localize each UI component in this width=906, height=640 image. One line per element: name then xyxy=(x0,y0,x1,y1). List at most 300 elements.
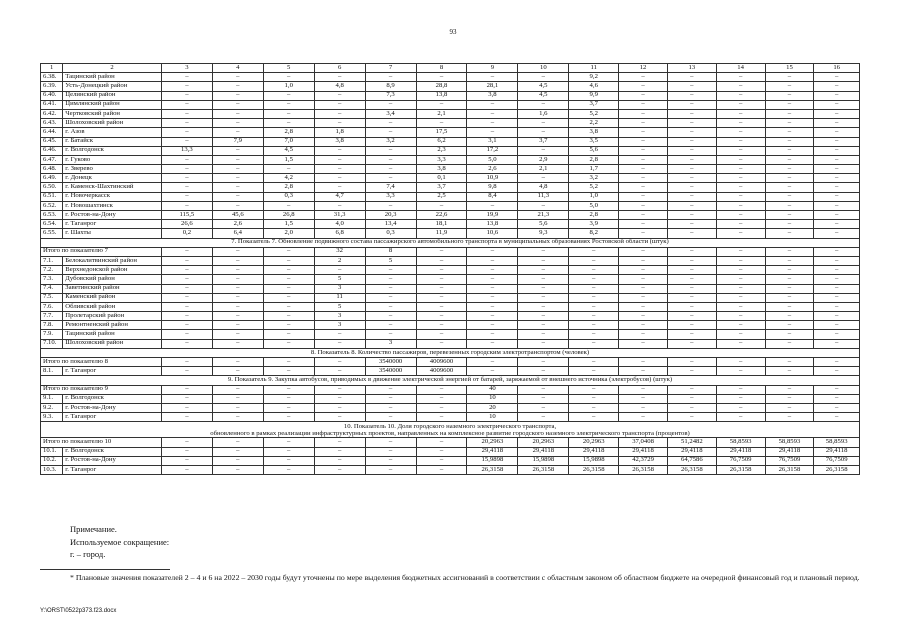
value-cell: 9,8 xyxy=(467,183,518,192)
value-cell: 28,1 xyxy=(467,82,518,91)
value-cell: – xyxy=(263,465,314,474)
value-cell: – xyxy=(667,155,716,164)
value-cell: – xyxy=(569,266,619,275)
total-row xyxy=(41,438,860,447)
value-cell: – xyxy=(569,256,619,265)
value-cell: – xyxy=(765,73,814,82)
value-cell: 2,6 xyxy=(212,220,263,229)
table-row xyxy=(41,447,860,456)
value-cell: – xyxy=(467,321,518,330)
value-cell: 6,4 xyxy=(212,229,263,238)
value-cell: – xyxy=(518,367,569,376)
value-cell: – xyxy=(161,275,212,284)
value-cell: – xyxy=(314,183,365,192)
value-cell: – xyxy=(667,330,716,339)
row-number: 6.41. xyxy=(41,100,63,109)
value-cell: 4,5 xyxy=(263,146,314,155)
value-cell: – xyxy=(765,385,814,394)
value-cell: – xyxy=(467,312,518,321)
value-cell: 4009600 xyxy=(416,367,467,376)
value-cell: – xyxy=(467,275,518,284)
value-cell: – xyxy=(765,155,814,164)
header-cell: 1 xyxy=(41,64,63,73)
value-cell: – xyxy=(263,109,314,118)
row-number: 6.42. xyxy=(41,109,63,118)
value-cell: 0,2 xyxy=(161,229,212,238)
value-cell: – xyxy=(212,174,263,183)
row-name: г. Таганрог xyxy=(63,367,162,376)
value-cell: – xyxy=(667,247,716,256)
value-cell: – xyxy=(667,394,716,403)
value-cell: – xyxy=(814,183,860,192)
row-number: 7.7. xyxy=(41,312,63,321)
table-row xyxy=(41,100,860,109)
value-cell: – xyxy=(619,192,668,201)
value-cell: – xyxy=(619,321,668,330)
value-cell: – xyxy=(716,165,765,174)
value-cell: – xyxy=(314,201,365,210)
value-cell: 26,8 xyxy=(263,211,314,220)
value-cell: 5,0 xyxy=(467,155,518,164)
value-cell: – xyxy=(314,174,365,183)
value-cell: – xyxy=(518,284,569,293)
footnote: * Плановые значения показателей 2 – 4 и 6 на 2022 – 2030 годы будут уточнены по мере выделения бюджетных ассигнований в соответствии с областным законом об областном бюджете на очередной финансовый год и плановый период. xyxy=(70,573,860,582)
value-cell: – xyxy=(416,73,467,82)
value-cell: – xyxy=(716,394,765,403)
value-cell: – xyxy=(667,367,716,376)
header-cell: 3 xyxy=(161,64,212,73)
value-cell: – xyxy=(518,100,569,109)
value-cell: – xyxy=(569,367,619,376)
section-title-row xyxy=(41,238,860,247)
value-cell: – xyxy=(314,456,365,465)
value-cell: – xyxy=(212,330,263,339)
value-cell: 5 xyxy=(314,275,365,284)
value-cell: 3,3 xyxy=(365,192,416,201)
row-name: Шолоховский район xyxy=(63,119,162,128)
value-cell: 29,4118 xyxy=(518,447,569,456)
value-cell: – xyxy=(161,403,212,412)
row-name: г. Батайск xyxy=(63,137,162,146)
value-cell: 20 xyxy=(467,403,518,412)
table-row xyxy=(41,339,860,348)
table-row xyxy=(41,403,860,412)
value-cell: – xyxy=(263,165,314,174)
value-cell: – xyxy=(314,146,365,155)
row-number: 6.39. xyxy=(41,82,63,91)
value-cell: – xyxy=(467,339,518,348)
value-cell: 2,8 xyxy=(569,155,619,164)
table-row xyxy=(41,293,860,302)
row-name: г. Таганрог xyxy=(63,465,162,474)
value-cell: – xyxy=(263,413,314,422)
total-row xyxy=(41,247,860,256)
value-cell: – xyxy=(716,220,765,229)
value-cell: 11,3 xyxy=(518,192,569,201)
value-cell: 15,9898 xyxy=(518,456,569,465)
value-cell: – xyxy=(263,275,314,284)
value-cell: – xyxy=(765,137,814,146)
value-cell: 17,5 xyxy=(416,128,467,137)
value-cell: 1,5 xyxy=(263,155,314,164)
value-cell: 0,3 xyxy=(263,192,314,201)
value-cell: – xyxy=(814,73,860,82)
value-cell: – xyxy=(814,192,860,201)
value-cell: – xyxy=(619,201,668,210)
value-cell: – xyxy=(716,312,765,321)
value-cell: – xyxy=(716,100,765,109)
value-cell: – xyxy=(416,247,467,256)
value-cell: – xyxy=(765,220,814,229)
value-cell: – xyxy=(716,413,765,422)
row-name: Целинский район xyxy=(63,91,162,100)
value-cell: – xyxy=(716,339,765,348)
value-cell: – xyxy=(161,367,212,376)
value-cell: – xyxy=(314,73,365,82)
value-cell: – xyxy=(667,91,716,100)
value-cell: 3,2 xyxy=(365,137,416,146)
value-cell: – xyxy=(365,312,416,321)
value-cell: – xyxy=(314,330,365,339)
value-cell: – xyxy=(765,183,814,192)
value-cell: – xyxy=(765,403,814,412)
value-cell: – xyxy=(263,256,314,265)
table-row xyxy=(41,465,860,474)
value-cell: – xyxy=(569,312,619,321)
value-cell: 4,6 xyxy=(569,82,619,91)
value-cell: 2,1 xyxy=(416,109,467,118)
value-cell: 29,4118 xyxy=(467,447,518,456)
value-cell: 15,9898 xyxy=(467,456,518,465)
value-cell: – xyxy=(212,82,263,91)
row-number: 6.48. xyxy=(41,165,63,174)
value-cell: – xyxy=(365,394,416,403)
value-cell: – xyxy=(814,82,860,91)
total-row xyxy=(41,385,860,394)
value-cell: – xyxy=(619,403,668,412)
value-cell: – xyxy=(765,256,814,265)
value-cell: – xyxy=(212,247,263,256)
value-cell: – xyxy=(365,73,416,82)
value-cell: – xyxy=(619,119,668,128)
value-cell: – xyxy=(365,275,416,284)
value-cell: – xyxy=(619,358,668,367)
value-cell: 3 xyxy=(314,284,365,293)
value-cell: – xyxy=(416,465,467,474)
value-cell: – xyxy=(365,155,416,164)
value-cell: – xyxy=(518,146,569,155)
value-cell: – xyxy=(569,247,619,256)
value-cell: – xyxy=(619,284,668,293)
value-cell: 10,6 xyxy=(467,229,518,238)
value-cell: – xyxy=(365,146,416,155)
value-cell: 0,3 xyxy=(365,229,416,238)
value-cell: 9,3 xyxy=(518,229,569,238)
table-row xyxy=(41,174,860,183)
value-cell: – xyxy=(814,128,860,137)
value-cell: 3 xyxy=(365,339,416,348)
value-cell: – xyxy=(161,155,212,164)
value-cell: – xyxy=(314,266,365,275)
value-cell: 1,7 xyxy=(569,165,619,174)
value-cell: – xyxy=(212,312,263,321)
total-label: Итого по показателю 8 xyxy=(41,358,162,367)
value-cell: 5,6 xyxy=(569,146,619,155)
value-cell: – xyxy=(416,385,467,394)
value-cell: – xyxy=(814,284,860,293)
value-cell: 2,8 xyxy=(569,211,619,220)
value-cell: – xyxy=(619,220,668,229)
value-cell: – xyxy=(314,403,365,412)
value-cell: – xyxy=(814,247,860,256)
value-cell: 26,3158 xyxy=(765,465,814,474)
header-cell: 9 xyxy=(467,64,518,73)
value-cell: 26,6 xyxy=(161,220,212,229)
section-title-row xyxy=(41,348,860,357)
value-cell: – xyxy=(161,91,212,100)
value-cell: – xyxy=(263,91,314,100)
value-cell: – xyxy=(518,73,569,82)
value-cell: – xyxy=(416,119,467,128)
value-cell: 76,7509 xyxy=(716,456,765,465)
row-number: 6.52. xyxy=(41,201,63,210)
value-cell: 20,3 xyxy=(365,211,416,220)
value-cell: 4,8 xyxy=(314,82,365,91)
value-cell: 3540000 xyxy=(365,358,416,367)
header-cell: 7 xyxy=(365,64,416,73)
value-cell: – xyxy=(716,91,765,100)
value-cell: – xyxy=(667,403,716,412)
value-cell: – xyxy=(814,119,860,128)
value-cell: – xyxy=(518,302,569,311)
value-cell: – xyxy=(161,385,212,394)
value-cell: – xyxy=(212,367,263,376)
value-cell: – xyxy=(814,201,860,210)
value-cell: – xyxy=(314,447,365,456)
value-cell: – xyxy=(716,155,765,164)
value-cell: – xyxy=(314,413,365,422)
value-cell: – xyxy=(716,403,765,412)
value-cell: 7,4 xyxy=(365,183,416,192)
value-cell: – xyxy=(161,100,212,109)
value-cell: – xyxy=(619,275,668,284)
value-cell: – xyxy=(365,165,416,174)
value-cell: 3,7 xyxy=(416,183,467,192)
row-name: Усть-Донецкий район xyxy=(63,82,162,91)
section-title-row xyxy=(41,422,860,438)
value-cell: – xyxy=(716,330,765,339)
table-row xyxy=(41,275,860,284)
table-row xyxy=(41,229,860,238)
value-cell: 3,2 xyxy=(569,174,619,183)
row-name: Каменский район xyxy=(63,293,162,302)
value-cell: – xyxy=(161,339,212,348)
value-cell: – xyxy=(467,330,518,339)
table-row xyxy=(41,183,860,192)
row-number: 8.1. xyxy=(41,367,63,376)
value-cell: – xyxy=(467,284,518,293)
value-cell: – xyxy=(467,247,518,256)
value-cell: – xyxy=(619,211,668,220)
row-number: 6.45. xyxy=(41,137,63,146)
row-number: 7.5. xyxy=(41,293,63,302)
section-title: 8. Показатель 8. Количество пассажиров, перевезенных городским электротранспортом (человек) xyxy=(41,348,860,357)
header-cell: 8 xyxy=(416,64,467,73)
value-cell: – xyxy=(518,266,569,275)
value-cell: – xyxy=(667,385,716,394)
value-cell: – xyxy=(212,109,263,118)
value-cell: 42,3729 xyxy=(619,456,668,465)
value-cell: – xyxy=(569,293,619,302)
value-cell: 26,3158 xyxy=(667,465,716,474)
value-cell: – xyxy=(365,438,416,447)
value-cell: – xyxy=(716,321,765,330)
value-cell: – xyxy=(263,367,314,376)
value-cell: 21,3 xyxy=(518,211,569,220)
value-cell: – xyxy=(416,201,467,210)
value-cell: – xyxy=(212,119,263,128)
value-cell: 5 xyxy=(365,256,416,265)
value-cell: – xyxy=(416,438,467,447)
indicators-table xyxy=(40,63,860,475)
value-cell: – xyxy=(314,339,365,348)
value-cell: – xyxy=(212,321,263,330)
value-cell: – xyxy=(619,367,668,376)
value-cell: – xyxy=(212,438,263,447)
value-cell: 7,0 xyxy=(263,137,314,146)
table-row xyxy=(41,330,860,339)
table-row xyxy=(41,256,860,265)
value-cell: – xyxy=(365,201,416,210)
value-cell: – xyxy=(314,367,365,376)
value-cell: – xyxy=(161,358,212,367)
footnote-separator xyxy=(40,569,170,570)
value-cell: – xyxy=(569,284,619,293)
value-cell: – xyxy=(212,403,263,412)
value-cell: – xyxy=(212,456,263,465)
value-cell: – xyxy=(814,174,860,183)
value-cell: – xyxy=(365,100,416,109)
value-cell: – xyxy=(814,330,860,339)
value-cell: – xyxy=(518,293,569,302)
row-number: 6.46. xyxy=(41,146,63,155)
value-cell: 29,4118 xyxy=(765,447,814,456)
note-title: Примечание. xyxy=(70,524,117,534)
value-cell: – xyxy=(416,456,467,465)
value-cell: 51,2482 xyxy=(667,438,716,447)
value-cell: 5,6 xyxy=(518,220,569,229)
value-cell: – xyxy=(518,358,569,367)
value-cell: – xyxy=(667,413,716,422)
value-cell: – xyxy=(765,165,814,174)
value-cell: – xyxy=(667,339,716,348)
value-cell: – xyxy=(716,128,765,137)
value-cell: 2,9 xyxy=(518,155,569,164)
value-cell: – xyxy=(619,302,668,311)
value-cell: – xyxy=(518,275,569,284)
value-cell: 3,9 xyxy=(569,220,619,229)
value-cell: – xyxy=(518,312,569,321)
value-cell: 3 xyxy=(314,321,365,330)
value-cell: 3,8 xyxy=(416,165,467,174)
value-cell: – xyxy=(314,100,365,109)
row-number: 6.43. xyxy=(41,119,63,128)
value-cell: – xyxy=(619,73,668,82)
value-cell: – xyxy=(314,91,365,100)
value-cell: – xyxy=(619,339,668,348)
value-cell: – xyxy=(263,339,314,348)
table-row xyxy=(41,165,860,174)
value-cell: – xyxy=(212,465,263,474)
value-cell: – xyxy=(667,266,716,275)
value-cell: 4,8 xyxy=(518,183,569,192)
value-cell: 5,2 xyxy=(569,109,619,118)
value-cell: – xyxy=(365,266,416,275)
value-cell: 26,3158 xyxy=(569,465,619,474)
value-cell: – xyxy=(365,385,416,394)
value-cell: 76,7509 xyxy=(814,456,860,465)
value-cell: 3,5 xyxy=(569,137,619,146)
value-cell: 6,8 xyxy=(314,229,365,238)
table-row xyxy=(41,456,860,465)
value-cell: – xyxy=(667,321,716,330)
value-cell: – xyxy=(263,201,314,210)
value-cell: – xyxy=(667,229,716,238)
value-cell: 8,9 xyxy=(365,82,416,91)
row-number: 6.47. xyxy=(41,155,63,164)
value-cell: – xyxy=(467,256,518,265)
value-cell: – xyxy=(667,358,716,367)
value-cell: – xyxy=(212,339,263,348)
value-cell: – xyxy=(765,293,814,302)
value-cell: 115,5 xyxy=(161,211,212,220)
value-cell: – xyxy=(365,465,416,474)
value-cell: 2,6 xyxy=(467,165,518,174)
value-cell: – xyxy=(716,358,765,367)
value-cell: – xyxy=(667,128,716,137)
value-cell: – xyxy=(416,330,467,339)
row-number: 6.53. xyxy=(41,211,63,220)
value-cell: 58,8593 xyxy=(716,438,765,447)
value-cell: – xyxy=(314,165,365,174)
section-title-row xyxy=(41,376,860,385)
value-cell: – xyxy=(814,211,860,220)
value-cell: – xyxy=(619,312,668,321)
value-cell: – xyxy=(619,109,668,118)
value-cell: – xyxy=(619,385,668,394)
file-path: Y:\ORST\0522p373.f23.docx xyxy=(40,608,117,614)
value-cell: – xyxy=(569,394,619,403)
value-cell: – xyxy=(619,91,668,100)
value-cell: – xyxy=(765,330,814,339)
value-cell: – xyxy=(365,413,416,422)
value-cell: – xyxy=(814,385,860,394)
table-row xyxy=(41,321,860,330)
value-cell: – xyxy=(716,256,765,265)
value-cell: 37,0408 xyxy=(619,438,668,447)
value-cell: – xyxy=(716,183,765,192)
value-cell: – xyxy=(619,256,668,265)
value-cell: – xyxy=(161,109,212,118)
value-cell: 5,2 xyxy=(569,183,619,192)
value-cell: – xyxy=(161,165,212,174)
value-cell: – xyxy=(263,438,314,447)
value-cell: – xyxy=(212,165,263,174)
value-cell: – xyxy=(212,275,263,284)
value-cell: – xyxy=(619,174,668,183)
table-row xyxy=(41,119,860,128)
value-cell: – xyxy=(416,312,467,321)
